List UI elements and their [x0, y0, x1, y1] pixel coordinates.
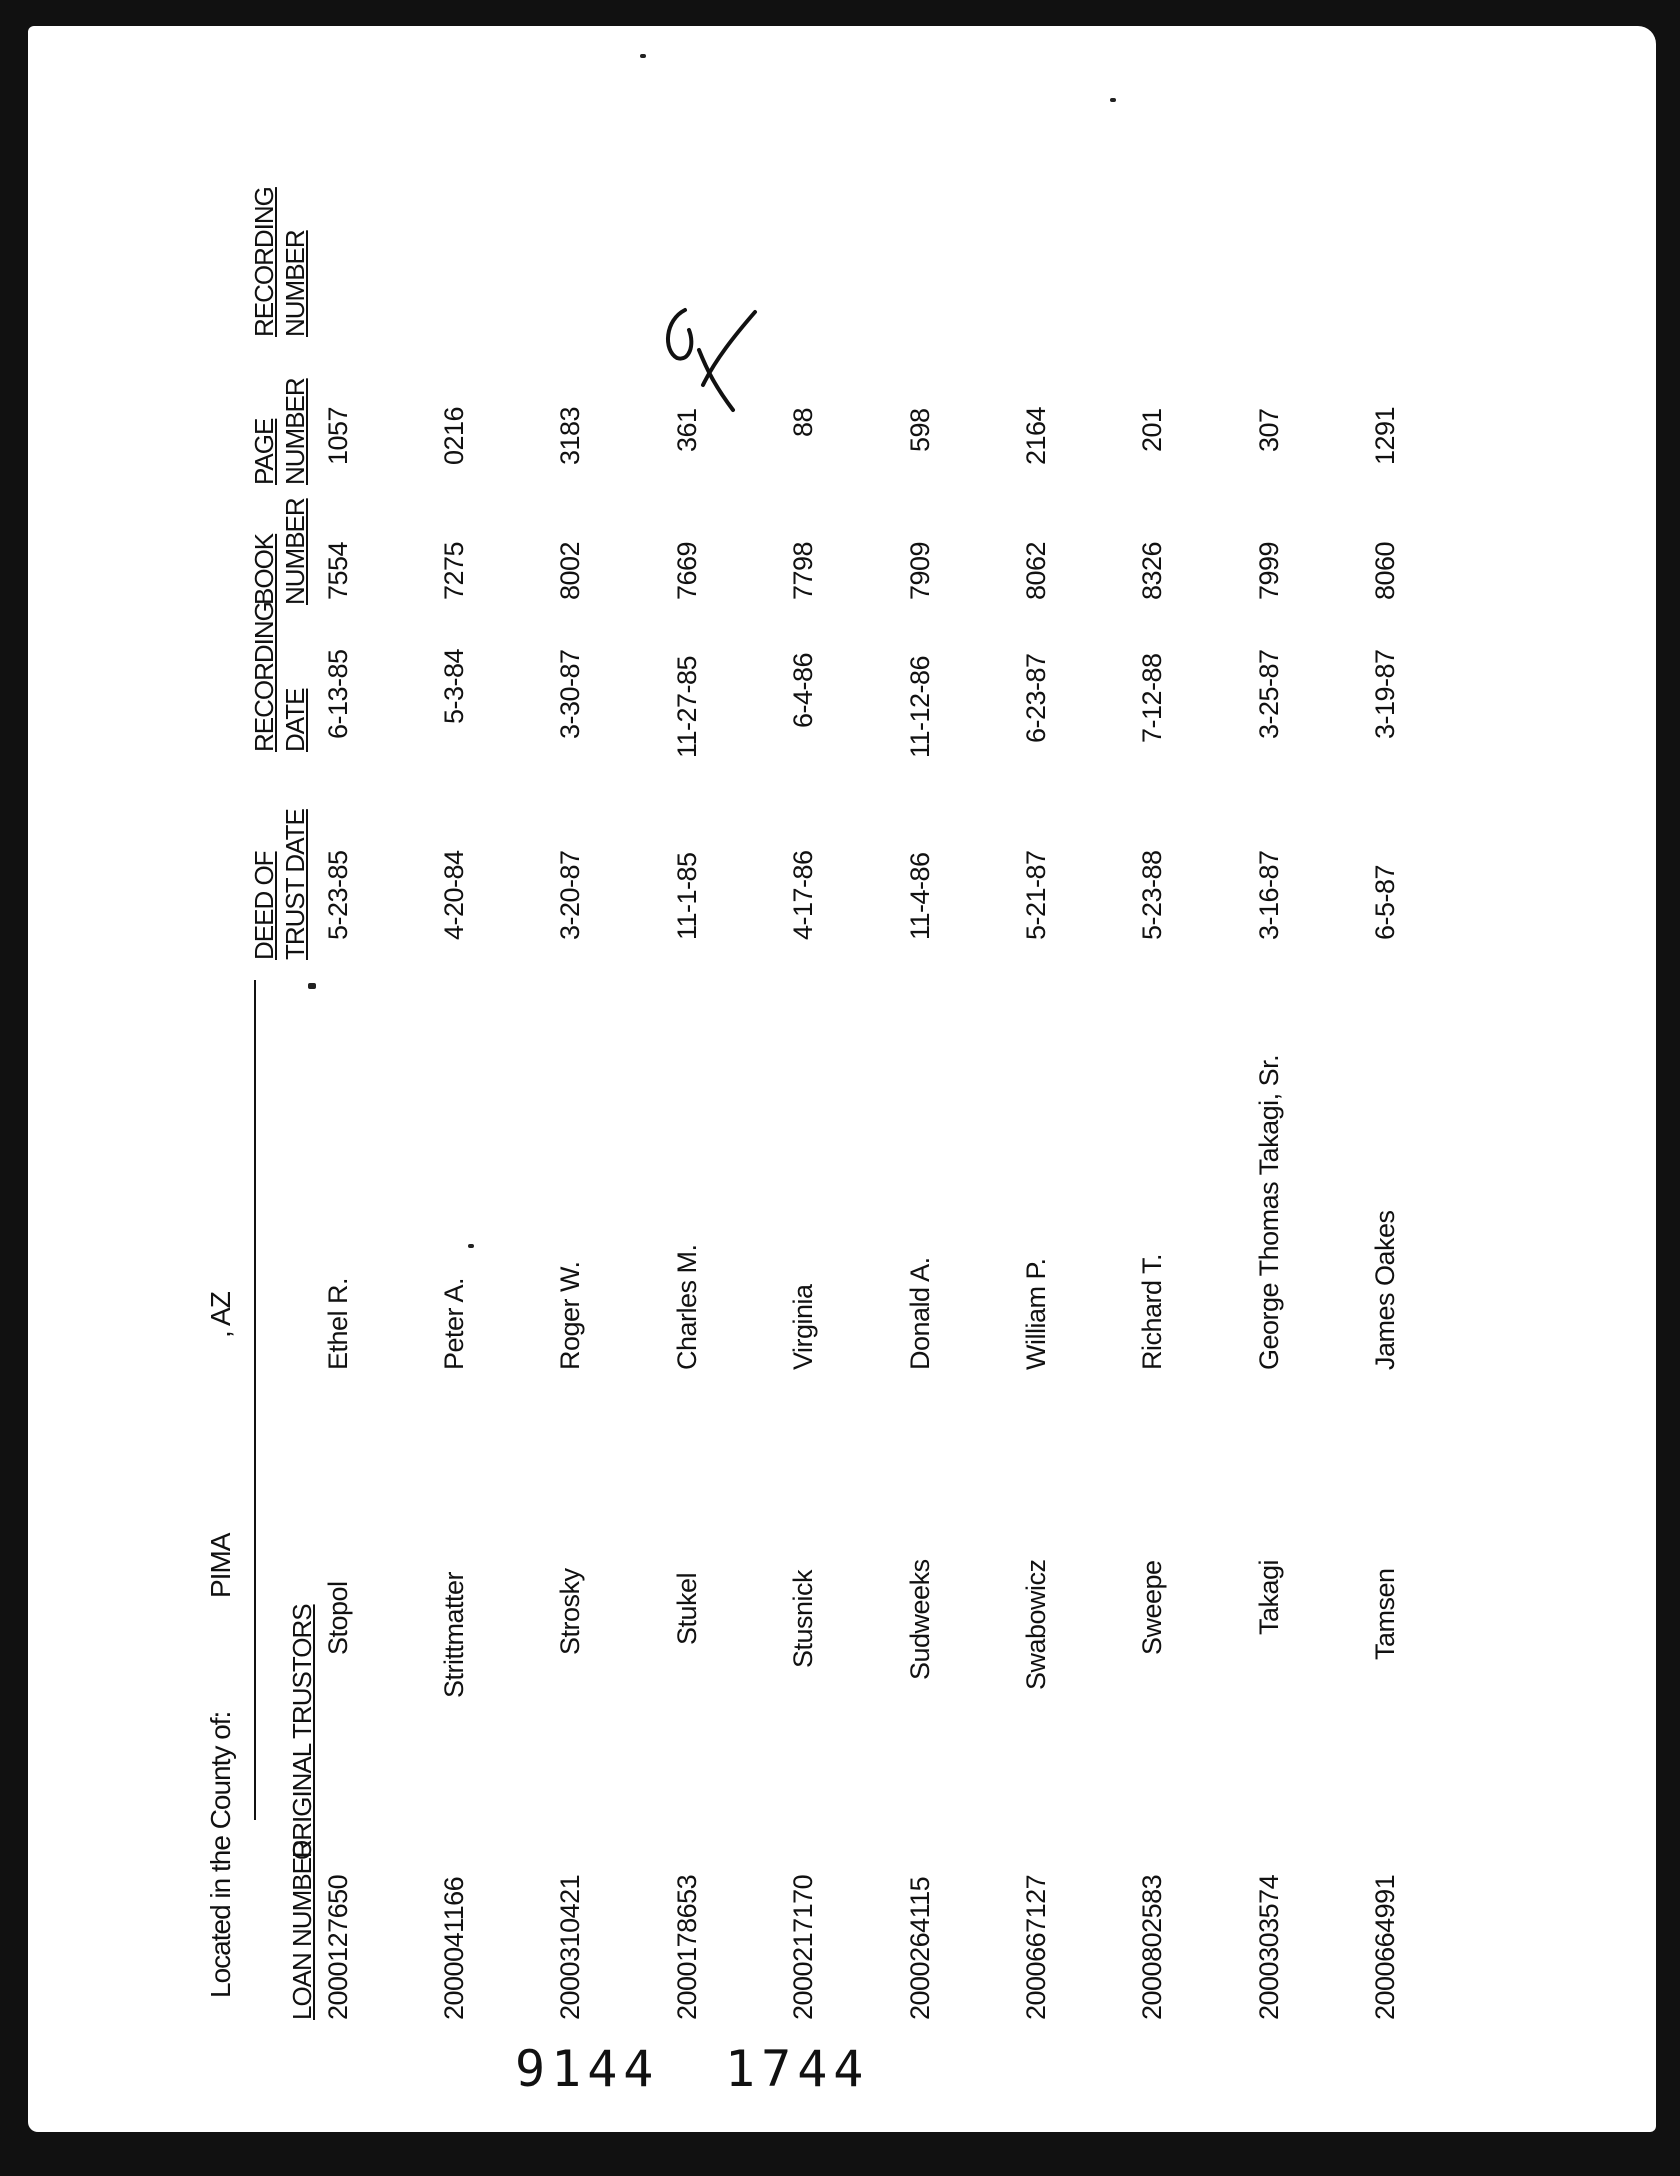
- header-recording-date: [249, 602, 311, 752]
- table-row: [1370, 160, 1410, 2020]
- header-recording-number: [249, 187, 311, 337]
- trustor-last-name: Swabowicz: [1021, 1559, 1051, 1690]
- deed-of-trust-date: 3-20-87: [555, 850, 585, 940]
- loan-number: 2000802583: [1137, 1874, 1167, 2020]
- deed-of-trust-date: 11-4-86: [905, 852, 935, 940]
- scan-speck: [1110, 98, 1116, 102]
- header-line: DATE: [280, 688, 310, 752]
- trustor-last-name: Stukel: [672, 1572, 702, 1645]
- recording-date: 11-12-86: [905, 655, 935, 758]
- header-line: RECORDING: [249, 187, 279, 337]
- page-number: 1057: [323, 406, 353, 465]
- trustor-last-name: Takagi: [1254, 1559, 1284, 1635]
- book-number: 8060: [1370, 541, 1400, 600]
- table-row: [1254, 160, 1294, 2020]
- page-number: 1291: [1370, 406, 1400, 465]
- trustor-first-name: James Oakes: [1370, 1210, 1400, 1370]
- header-deed-of-trust-date: [249, 809, 311, 960]
- county-name: PIMA: [205, 1533, 236, 1598]
- table-row: [1021, 160, 1061, 2020]
- table-row: [1137, 160, 1177, 2020]
- page-number: 0216: [439, 406, 469, 465]
- trustor-first-name: Richard T.: [1137, 1253, 1167, 1370]
- page-number: 201: [1137, 408, 1167, 452]
- recording-date: 6-13-85: [323, 649, 353, 739]
- rotated-table: [205, 160, 1433, 2020]
- header-line: NUMBER: [280, 498, 310, 605]
- deed-of-trust-date: 4-17-86: [788, 850, 818, 940]
- header-line: TRUST DATE: [280, 809, 310, 960]
- recording-date: 5-3-84: [439, 648, 469, 724]
- recording-date: 3-30-87: [555, 649, 585, 739]
- header-original-trustors: ORIGINAL TRUSTORS: [287, 1604, 317, 1860]
- book-number: 7909: [905, 541, 935, 600]
- page-number: 307: [1254, 408, 1284, 452]
- header-line: DEED OF: [249, 851, 279, 960]
- book-number: 7669: [672, 541, 702, 600]
- county-label: Located in the County of:: [205, 1711, 236, 1998]
- state-name: , AZ: [205, 1292, 236, 1338]
- page-number: 2164: [1021, 406, 1051, 465]
- loan-number: 2000667127: [1021, 1874, 1051, 2020]
- header-line: BOOK: [249, 533, 279, 605]
- loan-number: 2000303574: [1254, 1874, 1284, 2020]
- trustor-first-name: Charles M.: [672, 1244, 702, 1370]
- header-line: RECORDING: [249, 602, 279, 752]
- trustor-first-name: William P.: [1021, 1258, 1051, 1370]
- header-book-number: [249, 498, 311, 605]
- book-number: 7999: [1254, 541, 1284, 600]
- recording-date: 3-25-87: [1254, 649, 1284, 739]
- page-number: 88: [788, 407, 818, 437]
- trustor-last-name: Strittmatter: [439, 1571, 469, 1698]
- table-row: [439, 160, 479, 2020]
- loan-number: 2000310421: [555, 1874, 585, 2020]
- trustor-first-name: George Thomas Takagi, Sr.: [1254, 1054, 1284, 1370]
- book-number: 8062: [1021, 541, 1051, 600]
- trustor-last-name: Tamsen: [1370, 1568, 1400, 1660]
- table-row: [323, 160, 363, 2020]
- deed-of-trust-date: 5-23-88: [1137, 850, 1167, 940]
- book-number: 8002: [555, 541, 585, 600]
- table-row: [905, 160, 945, 2020]
- deed-of-trust-date: 5-21-87: [1021, 850, 1051, 940]
- page-number: 361: [672, 408, 702, 452]
- handwritten-check-mark: [655, 290, 775, 430]
- trustor-first-name: Donald A.: [905, 1257, 935, 1370]
- page-number: 3183: [555, 406, 585, 465]
- loan-number: 2000217170: [788, 1874, 818, 2020]
- table-row: [555, 160, 595, 2020]
- scan-speck: [640, 54, 646, 58]
- loan-number: 2000178653: [672, 1874, 702, 2020]
- recording-date: 11-27-85: [672, 655, 702, 758]
- trustor-last-name: Stopol: [323, 1581, 353, 1655]
- deed-of-trust-date: 6-5-87: [1370, 864, 1400, 940]
- recording-date: 3-19-87: [1370, 649, 1400, 739]
- header-divider: [254, 980, 256, 1820]
- header-page-number: [249, 378, 311, 485]
- header-line: NUMBER: [280, 378, 310, 485]
- county-line: [205, 1292, 237, 1998]
- book-number: 7554: [323, 541, 353, 600]
- trustor-last-name: Stusnick: [788, 1569, 818, 1668]
- trustor-first-name: Virginia: [788, 1284, 818, 1370]
- handwritten-number-left: 9144: [515, 2040, 660, 2098]
- page-number: 598: [905, 408, 935, 452]
- deed-of-trust-date: 4-20-84: [439, 850, 469, 940]
- book-number: 8326: [1137, 541, 1167, 600]
- recording-date: 6-23-87: [1021, 653, 1051, 743]
- trustor-last-name: Strosky: [555, 1568, 585, 1655]
- trustor-first-name: Peter A.: [439, 1277, 469, 1370]
- table-row: [788, 160, 828, 2020]
- book-number: 7275: [439, 541, 469, 600]
- loan-number: 2000664991: [1370, 1874, 1400, 2020]
- recording-date: 7-12-88: [1137, 653, 1167, 743]
- header-loan-number: LOAN NUMBER: [287, 1840, 317, 2020]
- trustor-first-name: Roger W.: [555, 1261, 585, 1370]
- header-line: PAGE: [249, 418, 279, 485]
- loan-number: 2000127650: [323, 1874, 353, 2020]
- header-line: NUMBER: [280, 230, 310, 337]
- loan-number: 2000264115: [905, 1876, 935, 2020]
- trustor-last-name: Sudweeks: [905, 1559, 935, 1680]
- book-number: 7798: [788, 541, 818, 600]
- recording-date: 6-4-86: [788, 652, 818, 728]
- loan-number: 2000041166: [439, 1876, 469, 2020]
- deed-of-trust-date: 11-1-85: [672, 852, 702, 940]
- handwritten-number-right: 1744: [725, 2040, 870, 2098]
- table-row: [672, 160, 712, 2020]
- trustor-last-name: Sweepe: [1137, 1560, 1167, 1655]
- deed-of-trust-date: 5-23-85: [323, 850, 353, 940]
- deed-of-trust-date: 3-16-87: [1254, 850, 1284, 940]
- trustor-first-name: Ethel R.: [323, 1277, 353, 1370]
